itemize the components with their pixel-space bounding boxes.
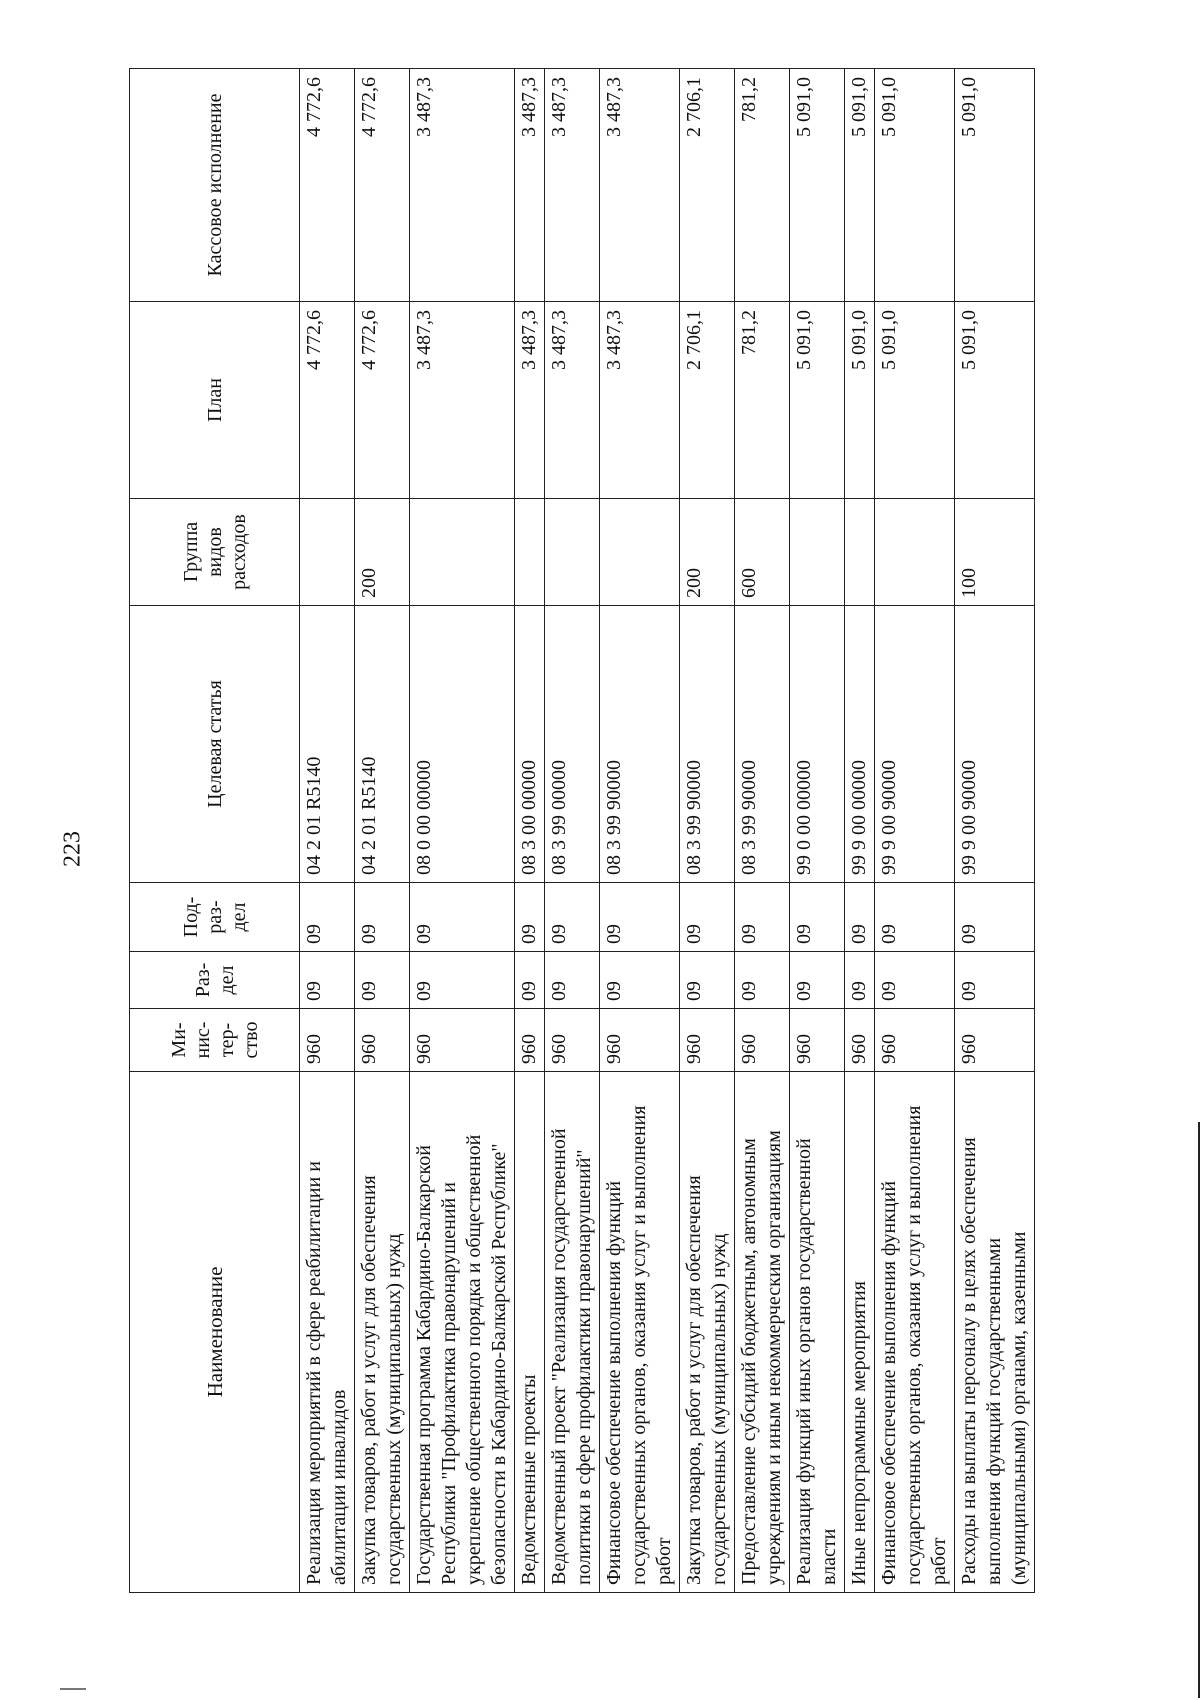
cell-execution: 781,2 [735, 69, 790, 302]
cell-target: 08 3 99 90000 [600, 606, 680, 883]
cell-group [790, 499, 845, 606]
cell-name: Финансовое обеспечение выполнения функций государственных органов, оказания услуг и выполнения работ [875, 1072, 955, 1593]
cell-execution: 5 091,0 [790, 69, 845, 302]
cell-name: Ведомственный проект "Реализация государственной политики в сфере профилактики правонарушений" [545, 1072, 600, 1593]
cell-name: Финансовое обеспечение выполнения функций государственных органов, оказания услуг и выполнения работ [600, 1072, 680, 1593]
cell-ministry: 960 [410, 1009, 515, 1072]
cell-subsection: 09 [955, 883, 1035, 952]
header-group: Группа видов расходов [130, 499, 300, 606]
cell-name: Реализация функций иных органов государственной власти [790, 1072, 845, 1593]
cell-subsection: 09 [845, 883, 875, 952]
table-row [355, 69, 410, 1593]
cell-group [875, 499, 955, 606]
cell-subsection: 09 [735, 883, 790, 952]
cell-target: 08 0 00 00000 [410, 606, 515, 883]
cell-execution: 3 487,3 [410, 69, 515, 302]
cell-plan: 5 091,0 [955, 302, 1035, 499]
cell-subsection: 09 [355, 883, 410, 952]
table-row [845, 69, 875, 1593]
header-name: Наименование [130, 1072, 300, 1593]
cell-execution: 5 091,0 [955, 69, 1035, 302]
header-subsection: Под- раз- дел [130, 883, 300, 952]
table-header-row [130, 69, 300, 1593]
cell-target: 08 3 99 90000 [735, 606, 790, 883]
cell-execution: 4 772,6 [300, 69, 355, 302]
cell-ministry: 960 [845, 1009, 875, 1072]
cell-group: 200 [680, 499, 735, 606]
cell-section: 09 [680, 952, 735, 1009]
cell-target: 99 0 00 00000 [790, 606, 845, 883]
cell-subsection: 09 [600, 883, 680, 952]
table-row [735, 69, 790, 1593]
table-row [410, 69, 515, 1593]
cell-subsection: 09 [300, 883, 355, 952]
cell-plan: 5 091,0 [790, 302, 845, 499]
table-row [875, 69, 955, 1593]
cell-name: Государственная программа Кабардино-Балкарской Республики "Профилактика правонарушений и укрепление общественного порядка и общественной безопасности в Кабардино-Балкарской Республике" [410, 1072, 515, 1593]
table-row [790, 69, 845, 1593]
budget-table [129, 68, 1035, 1593]
cell-section: 09 [875, 952, 955, 1009]
cell-plan: 3 487,3 [410, 302, 515, 499]
cell-plan: 5 091,0 [845, 302, 875, 499]
cell-ministry: 960 [515, 1009, 545, 1072]
cell-plan: 4 772,6 [355, 302, 410, 499]
cell-name: Иные непрограммные мероприятия [845, 1072, 875, 1593]
cell-execution: 3 487,3 [600, 69, 680, 302]
cell-group [410, 499, 515, 606]
cell-ministry: 960 [545, 1009, 600, 1072]
cell-group: 200 [355, 499, 410, 606]
cell-execution: 3 487,3 [545, 69, 600, 302]
header-section: Раз- дел [130, 952, 300, 1009]
header-target: Целевая статья [130, 606, 300, 883]
page-number: 223 [59, 831, 86, 867]
cell-plan: 781,2 [735, 302, 790, 499]
cell-execution: 2 706,1 [680, 69, 735, 302]
cell-subsection: 09 [515, 883, 545, 952]
cell-target: 08 3 99 90000 [680, 606, 735, 883]
cell-target: 08 3 99 00000 [545, 606, 600, 883]
cell-plan: 5 091,0 [875, 302, 955, 499]
cell-target: 08 3 00 00000 [515, 606, 545, 883]
cell-name: Предоставление субсидий бюджетным, автономным учреждениям и иным некоммерческим организациям [735, 1072, 790, 1593]
table-row [680, 69, 735, 1593]
cell-subsection: 09 [410, 883, 515, 952]
cell-target: 99 9 00 90000 [875, 606, 955, 883]
cell-target: 04 2 01 R5140 [355, 606, 410, 883]
header-ministry: Ми- нис- тер- ство [130, 1009, 300, 1072]
cell-group [545, 499, 600, 606]
cell-group [600, 499, 680, 606]
table-row [545, 69, 600, 1593]
cell-subsection: 09 [545, 883, 600, 952]
cell-plan: 2 706,1 [680, 302, 735, 499]
cell-name: Ведомственные проекты [515, 1072, 545, 1593]
cell-group: 100 [955, 499, 1035, 606]
cell-section: 09 [735, 952, 790, 1009]
table-row [515, 69, 545, 1593]
cell-target: 99 9 00 00000 [845, 606, 875, 883]
cell-plan: 4 772,6 [300, 302, 355, 499]
cell-subsection: 09 [790, 883, 845, 952]
cell-section: 09 [545, 952, 600, 1009]
cell-ministry: 960 [355, 1009, 410, 1072]
table-row [300, 69, 355, 1593]
cell-plan: 3 487,3 [600, 302, 680, 499]
cell-ministry: 960 [600, 1009, 680, 1072]
cell-execution: 3 487,3 [515, 69, 545, 302]
cell-name: Закупка товаров, работ и услуг для обеспечения государственных (муниципальных) нужд [355, 1072, 410, 1593]
cell-ministry: 960 [875, 1009, 955, 1072]
header-execution: Кассовое исполнение [130, 69, 300, 302]
cell-ministry: 960 [735, 1009, 790, 1072]
cell-target: 04 2 01 R5140 [300, 606, 355, 883]
scan-corner-mark [60, 1688, 86, 1700]
table-row [955, 69, 1035, 1593]
cell-name: Расходы на выплаты персоналу в целях обеспечения выполнения функций государственными (муниципальными) органами, казенными [955, 1072, 1035, 1593]
cell-execution: 5 091,0 [845, 69, 875, 302]
cell-section: 09 [845, 952, 875, 1009]
cell-execution: 4 772,6 [355, 69, 410, 302]
cell-subsection: 09 [680, 883, 735, 952]
header-plan: План [130, 302, 300, 499]
cell-plan: 3 487,3 [545, 302, 600, 499]
cell-name: Закупка товаров, работ и услуг для обеспечения государственных (муниципальных) нужд [680, 1072, 735, 1593]
cell-section: 09 [955, 952, 1035, 1009]
cell-section: 09 [355, 952, 410, 1009]
cell-section: 09 [300, 952, 355, 1009]
cell-subsection: 09 [875, 883, 955, 952]
cell-group [515, 499, 545, 606]
cell-group: 600 [735, 499, 790, 606]
cell-section: 09 [410, 952, 515, 1009]
cell-target: 99 9 00 90000 [955, 606, 1035, 883]
cell-name: Реализация мероприятий в сфере реабилитации и абилитации инвалидов [300, 1072, 355, 1593]
cell-ministry: 960 [300, 1009, 355, 1072]
rotated-table-container [129, 69, 1089, 1593]
cell-section: 09 [515, 952, 545, 1009]
cell-ministry: 960 [790, 1009, 845, 1072]
cell-ministry: 960 [955, 1009, 1035, 1072]
cell-plan: 3 487,3 [515, 302, 545, 499]
cell-section: 09 [600, 952, 680, 1009]
cell-section: 09 [790, 952, 845, 1009]
table-row [600, 69, 680, 1593]
cell-group [845, 499, 875, 606]
cell-execution: 5 091,0 [875, 69, 955, 302]
cell-group [300, 499, 355, 606]
cell-ministry: 960 [680, 1009, 735, 1072]
